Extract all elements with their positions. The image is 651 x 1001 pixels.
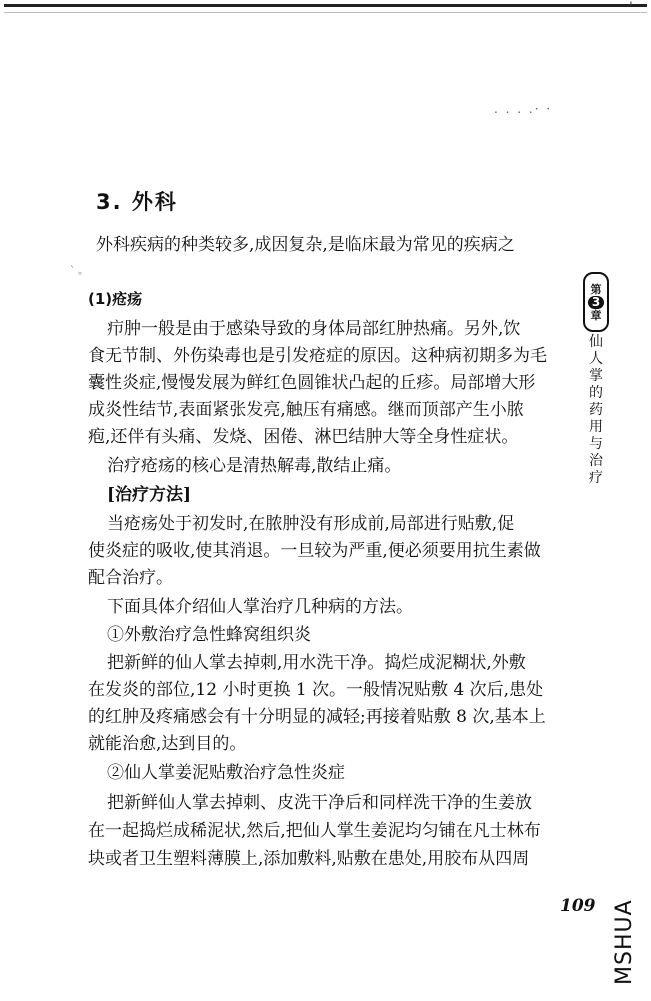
corner-mark: ' [629,0,633,16]
paragraph-line: 块或者卫生塑料薄膜上,添加敷料,贴敷在患处,用胶布从四周 [88,849,530,869]
side-title-char: 人 [589,351,603,367]
chapter-side-title [587,334,605,487]
chapter-badge [583,272,609,332]
paragraph-line: 在一起捣烂成稀泥状,然后,把仙人掌生姜泥均匀铺在凡士林布 [88,821,541,841]
scan-speck: ` 。 [70,266,89,277]
paragraph-line: 使炎症的吸收,使其消退。一旦较为严重,便必须要用抗生素做 [88,541,541,561]
paragraph-line: 下面具体介绍仙人掌治疗几种病的方法。 [107,597,413,617]
side-title-char: 治 [589,453,603,469]
item1-title: ①外敷治疗急性蜂窝组织炎 [107,625,311,645]
chapter-prefix: 第 [590,282,602,296]
side-title-char: 疗 [589,470,603,486]
method-heading: [治疗方法] [107,485,192,505]
side-title-char: 与 [589,436,603,452]
chapter-number: 3 [588,296,604,309]
paragraph-line: 配合治疗。 [88,568,173,588]
top-border-rule [4,4,647,7]
intro-line: 外科疾病的种类较多,成因复杂,是临床最为常见的疾病之 [96,235,515,255]
item2-title: ②仙人掌姜泥贴敷治疗急性炎症 [107,763,345,783]
scan-specks: . . . .· · [494,102,553,116]
section-title: 3. 外科 [96,190,178,214]
watermark: MSHUA [612,899,637,985]
side-title-char: 掌 [589,368,603,384]
side-title-char: 用 [589,419,603,435]
paragraph-line: 就能治愈,达到目的。 [88,734,247,754]
paragraph-line: 治疗疮疡的核心是清热解毒,散结止痛。 [107,456,402,476]
paragraph-line: 把新鲜仙人掌去掉刺、皮洗干净后和同样洗干净的生姜放 [107,793,532,813]
top-border-thin-rule [4,12,647,13]
paragraph-line: 疱,还伴有头痛、发烧、困倦、淋巴结肿大等全身性症状。 [88,427,519,447]
paragraph-line: 食无节制、外伤染毒也是引发疮症的原因。这种病初期多为毛 [88,346,547,366]
paragraph-line: 囊性炎症,慢慢发展为鲜红色圆锥状凸起的丘疹。局部增大形 [88,373,536,393]
side-title-char: 的 [589,385,603,401]
page-number: 109 [560,896,596,916]
paragraph-line: 把新鲜的仙人掌去掉刺,用水洗干净。捣烂成泥糊状,外敷 [107,653,526,673]
side-title-char: 仙 [589,334,603,350]
subheading: (1)疮疡 [88,290,143,308]
paragraph-line: 在发炎的部位,12 小时更换 1 次。一般情况贴敷 4 次后,患处 [88,680,544,700]
side-title-char: 药 [589,402,603,418]
paragraph-line: 当疮疡处于初发时,在脓肿没有形成前,局部进行贴敷,促 [107,514,515,534]
paragraph-line: 疖肿一般是由于感染导致的身体局部红肿热痛。另外,饮 [107,319,521,339]
chapter-suffix: 章 [590,308,602,322]
paragraph-line: 成炎性结节,表面紧张发亮,触压有痛感。继而顶部产生小脓 [88,400,524,420]
paragraph-line: 的红肿及疼痛感会有十分明显的减轻;再接着贴敷 8 次,基本上 [88,707,546,727]
